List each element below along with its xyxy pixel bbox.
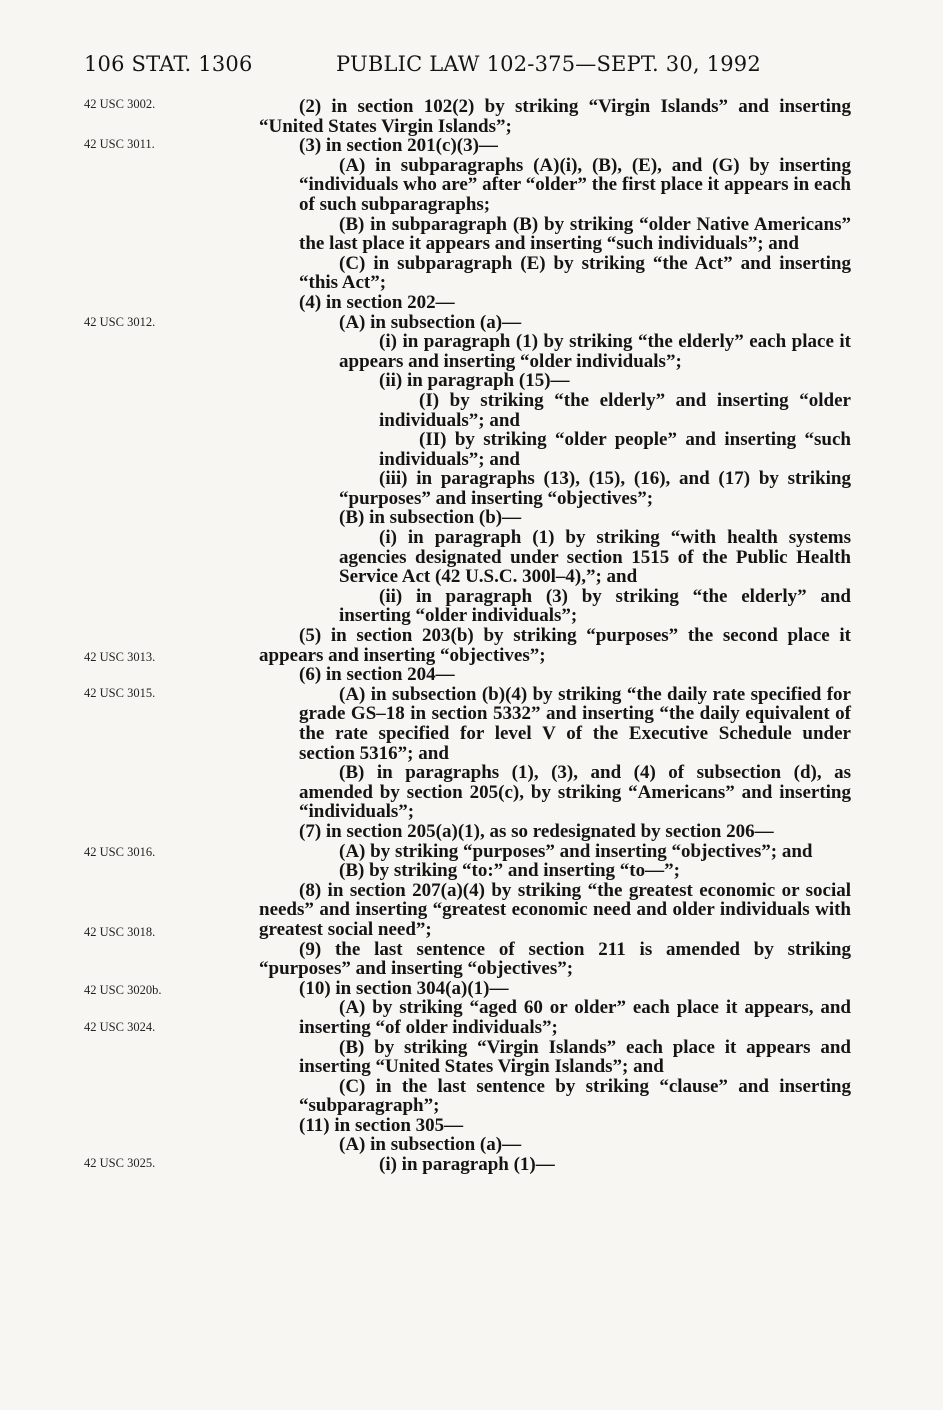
margin-citation: 42 USC 3011. xyxy=(84,137,155,151)
paragraph: (A) in subsection (b)(4) by striking “the daily rate specified for grade GS–18 in section 5332” and inserting “the daily equivalent of the rate specified for level V of the Executive Schedule under section 5316”; and xyxy=(299,683,851,764)
page-header xyxy=(84,52,764,82)
paragraph: (i) in paragraph (1) by striking “with health systems agencies designated under section 1515 of the Public Health Service Act (42 U.S.C. 300l–4),”; and xyxy=(339,527,851,588)
paragraph: (A) by striking “purposes” and inserting “objectives”; and xyxy=(339,840,813,862)
paragraph: (2) in section 102(2) by striking “Virgin Islands” and inserting “United States Virgin Islands”; xyxy=(259,96,851,137)
paragraph: (A) in subparagraphs (A)(i), (B), (E), and (G) by inserting “individuals who are” after “older” the first place it appears in each of such subparagraphs; xyxy=(299,154,851,215)
paragraph: (iii) in paragraphs (13), (15), (16), and (17) by striking “purposes” and inserting “objectives”; xyxy=(339,468,851,509)
paragraph: (4) in section 202— xyxy=(299,291,455,313)
paragraph: (B) in subsection (b)— xyxy=(339,507,522,529)
paragraph: (ii) in paragraph (3) by striking “the elderly” and inserting “older individuals”; xyxy=(339,585,851,627)
paragraph: (5) in section 203(b) by striking “purposes” the second place it appears and inserting “objectives”; xyxy=(259,625,851,666)
margin-citation: 42 USC 3016. xyxy=(84,845,156,859)
statute-page-number: 106 STAT. 1306 xyxy=(84,52,253,76)
margin-citation: 42 USC 3012. xyxy=(84,315,156,329)
paragraph: (C) in subparagraph (E) by striking “the Act” and inserting “this Act”; xyxy=(299,252,851,294)
paragraph: (8) in section 207(a)(4) by striking “the greatest economic or social needs” and inserting “greatest economic need and older individuals with greatest social need”; xyxy=(259,879,851,940)
paragraph: (A) by striking “aged 60 or older” each place it appears, and inserting “of older individuals”; xyxy=(299,997,851,1038)
margin-citation: 42 USC 3020b. xyxy=(84,983,162,997)
paragraph: (C) in the last sentence by striking “clause” and inserting “subparagraph”; xyxy=(299,1075,851,1117)
paragraph: (6) in section 204— xyxy=(299,664,455,686)
paragraph: (i) in paragraph (1) by striking “the elderly” each place it appears and inserting “older individuals”; xyxy=(339,331,851,372)
margin-citation: 42 USC 3018. xyxy=(84,925,156,939)
paragraph: (10) in section 304(a)(1)— xyxy=(299,977,509,999)
margin-citation: 42 USC 3015. xyxy=(84,686,156,700)
paragraph: (I) by striking “the elderly” and inserting “older individuals”; and xyxy=(379,389,851,431)
paragraph: (i) in paragraph (1)— xyxy=(379,1154,555,1176)
paragraph: (7) in section 205(a)(1), as so redesignated by section 206— xyxy=(299,820,774,842)
statute-body xyxy=(259,97,851,1175)
margin-citation: 42 USC 3013. xyxy=(84,650,156,664)
paragraph: (ii) in paragraph (15)— xyxy=(379,370,570,392)
paragraph: (B) in subparagraph (B) by striking “older Native Americans” the last place it appears and inserting “such individuals”; and xyxy=(299,213,851,255)
paragraph: (11) in section 305— xyxy=(299,1114,464,1136)
paragraph: (B) by striking “Virgin Islands” each place it appears and inserting “United States Virgin Islands”; and xyxy=(299,1036,851,1078)
paragraph: (9) the last sentence of section 211 is amended by striking “purposes” and inserting “objectives”; xyxy=(259,938,851,980)
margin-citation: 42 USC 3025. xyxy=(84,1156,156,1170)
public-law-title: PUBLIC LAW 102-375—SEPT. 30, 1992 xyxy=(336,52,761,76)
paragraph: (A) in subsection (a)— xyxy=(339,1134,522,1156)
paragraph: (A) in subsection (a)— xyxy=(339,311,522,333)
paragraph: (B) by striking “to:” and inserting “to—”; xyxy=(339,860,680,882)
paragraph: (B) in paragraphs (1), (3), and (4) of subsection (d), as amended by section 205(c), by striking “Americans” and inserting “individuals”; xyxy=(299,762,851,823)
margin-citation: 42 USC 3002. xyxy=(84,97,156,111)
paragraph: (3) in section 201(c)(3)— xyxy=(299,135,498,157)
margin-citation: 42 USC 3024. xyxy=(84,1020,156,1034)
paragraph: (II) by striking “older people” and inserting “such individuals”; and xyxy=(379,429,851,470)
